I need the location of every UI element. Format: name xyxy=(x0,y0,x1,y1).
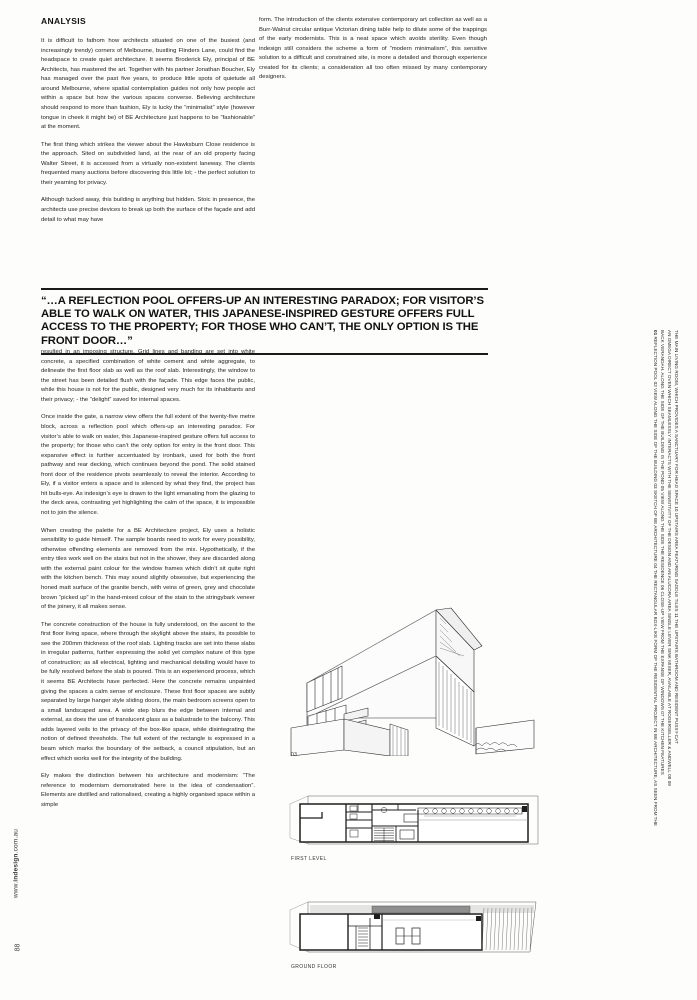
first-level-plan-figure xyxy=(286,790,542,850)
paragraph: When creating the palette for a BE Architecture project, Ely uses a holistic sensibility to guide himself. The sample boards need to work for every possibility, otherwise offending elements are removed from the mix. Hypothetically, if the entry tiles work well on the stairs but not in the shower, they are discarded along with the external paint colour for the window frames which didn’t sit quite right with the kitchen bench. This may sound slightly obsessive, but experiencing the honed matt surface of the granite bench, with veins of green, grey and chocolate brown “picked up” in the hand-mixed colour of the stain to the stringybark veneer of the joinery, it all makes sense. xyxy=(41,527,255,611)
caption-line-2: BACK VERANDAH. ALONG THE SIDE OF THE BUILDING IS THE POND 05 VIEW ALONG THE SIDE THE RESIDENCE 06 CLOSE-UP VIEW FROM THE EXPANSE OF WINDOWS 07 THE KITCHEN FEATURES xyxy=(660,330,665,775)
column-right-top xyxy=(259,16,487,91)
url-prefix: www. xyxy=(12,881,20,899)
pull-quote-block xyxy=(41,288,488,355)
perspective-sketch-figure xyxy=(286,578,552,756)
caption-index: 01 xyxy=(653,330,658,336)
caption-line-4: THE MAIN LIVING ROOM, WHICH PROVIDES A SANCTUARY FOR HEAD SPACE 10 UPSTAIRS AREA FEATURING SADDLE TILES 11 THE UPSTAIRS BATHROOM AND RESIDENT PUSSY-CAT xyxy=(674,330,679,744)
website-url xyxy=(13,804,20,924)
paragraph: Although tucked away, this building is anything but hidden. Stoic in presence, the architects use precise devices to break up both the surface of the façade and add detail to what may have xyxy=(41,197,255,223)
ground-floor-plan xyxy=(286,898,542,958)
rule-top xyxy=(41,288,488,290)
url-suffix: .com.au xyxy=(12,828,20,854)
paragraph: Once inside the gate, a narrow view offers the full extent of the twenty-five metre block, across a reflection pool which offers-up an interesting paradox. For visitor’s able to walk on water, this Japanese-inspired gesture offers full access to the property; for those who can’t the only option for entry is the front door. This expansive effect is further accentuated by ironbark, used for both the front pathway and rear decking, which continues beyond the pond. The solid stained front door of the residence pivots seamlessly to reveal the interior. According to Ely, if a visitor enters a space and is silenced by what they find, the project has hit bulls-eye. As indesign’s eye is drawn to the light emanating from the glazing to the deck area, contrasting yet highlighting the calm of the space, it is impossible not to join the silence. xyxy=(41,414,255,516)
paragraph: resulted in an imposing structure. Grid lines and banding are set into white concrete, a specified combination of white cement and white aggregate, to delineate the first floor slab as well as the roof slab. Interestingly, the window to the street has been detailed flush with the façade. This edge faces the public, while this house is not for the public, designed very much for its inhabitants and their privacy; - the “delight” saved for internal spaces. xyxy=(41,349,255,403)
paragraph: It is difficult to fathom how architects situated on one of the busiest (and increasingly trendy) corners of Melbourne, bustling Flinders Lane, could find the headspace to create quiet architecture. It seems Broderick Ely, principal of BE Architects, has mastered the art. Together with his partner Jonathan Boucher, Ely has managed over the past five years, to produce little spots of quietude all around Melbourne, where spatial contemplation guides not only how people act within a space but how the various spaces converse. Believing architecture should respond to more than fashion, Ely is lucky the “minimalist” style (however tongue in cheek it might be) of BE Architecture just happens to be “fashionable” at the moment. xyxy=(41,38,255,131)
section-title: ANALYSIS xyxy=(41,16,86,26)
pull-quote: “…A REFLECTION POOL OFFERS-UP AN INTERESTING PARADOX; FOR VISITOR’S ABLE TO WALK ON WATER, THIS JAPANESE-INSPIRED GESTURE OFFERS FULL ACCESS TO THE PROPERTY; FOR THOSE WHO CAN’T, THE ONLY OPTION IS THE FRONT DOOR…” xyxy=(41,294,484,347)
column-left-top xyxy=(41,37,255,233)
ground-floor-plan-figure xyxy=(286,898,542,958)
left-rail xyxy=(0,0,40,1000)
perspective-sketch xyxy=(286,578,552,756)
paragraph: The concrete construction of the house is fully understood, on the ascent to the first floor living space, where through the skylight above the stairs, its possible to see the 200mm thickness of the roof slab. Lighting tracks are set into these slabs in irregular patterns, further expressing the solid yet complex nature of this type of construction; as all electrical, lighting and mechanical detailing would have to be fully resolved before the slab is poured. This is an experienced process, which it seems BE Architects have perfected. Here the concrete remains unpainted giving the spaces a calm sense of enclosure. These first floor spaces are subtly separated by large hanger style sliding doors, the main bedroom screens open to a small landscaped area. A wide step blurs the edge between internal and external, as does the use of translucent glass as a balustrade to the balcony. This adds layered veils to the privacy of the box-like space, while disintegrating the notion of defined thresholds. The full extent of the rectangle is expressed in a beam which marks the boundary of the setback, a council stipulation, but an effect which works well for the integrity of the building. xyxy=(41,621,255,762)
figure-label-first-level: FIRST LEVEL xyxy=(291,856,327,862)
paragraph: The first thing which strikes the viewer about the Hawksburn Close residence is the approach. Sited on subdivided land, at the rear of an old property facing Walter Street, it is accessed from a virtually non-existent laneway. The clients frequented many auctions before discovering this little lot; - the perfect solution to their yearning for privacy. xyxy=(41,141,255,186)
url-brand: indesign xyxy=(12,853,20,882)
vertical-caption-block xyxy=(652,330,692,827)
paragraph: Ely makes the distinction between his architecture and modernism: “The reference to modernism demonstrated here is the idea of condensation”. Elements are distilled and rationalised, creating a highly organised space within a simple xyxy=(41,773,255,808)
caption-line-1 xyxy=(653,330,658,826)
caption-line-3: AN OMEGA DIRECT OVEN WHICH SEAMLESSLY INTERACTS WITH THE SENSITIVITY OF THE DESIGN AND AN ALUCORA AREA SINGLE LEVER SINK MIXER, AVAILABLE AT ROGERSELLER & ANDWELL 08 09 xyxy=(667,330,672,786)
column-left-main xyxy=(41,348,255,818)
caption-text: REFLECTION POOL 02 VIEW ALONG THE SIDE OF THE BUILDING 03 SKETCH OF BE ARCHITECTURE 04 THE RECTANGULAR BOX-LIKE FORM OF THE RESIDENTIAL PROJECT IN BE ARCHITECTURE, AS SEEN FROM THE xyxy=(653,336,658,827)
paragraph: form. The introduction of the clients extensive contemporary art collection as well as a Burr-Walnut circular antique Victorian dining table help to dilute some of the trappings of the early modernists. This is a neat space which avoids sterility. Even though indesign still considers the scheme a form of “modern minimalism”, this sensitive solution to a difficult and constrained site, is more a detailed and thorough experience created for its clients; a consideration all too often missed by many contemporary designers. xyxy=(259,17,487,81)
figure-label-ground-floor: GROUND FLOOR xyxy=(291,964,337,970)
first-level-plan xyxy=(286,790,542,850)
page-number: 88 xyxy=(14,943,22,952)
figure-label-03: 03 xyxy=(291,752,298,758)
